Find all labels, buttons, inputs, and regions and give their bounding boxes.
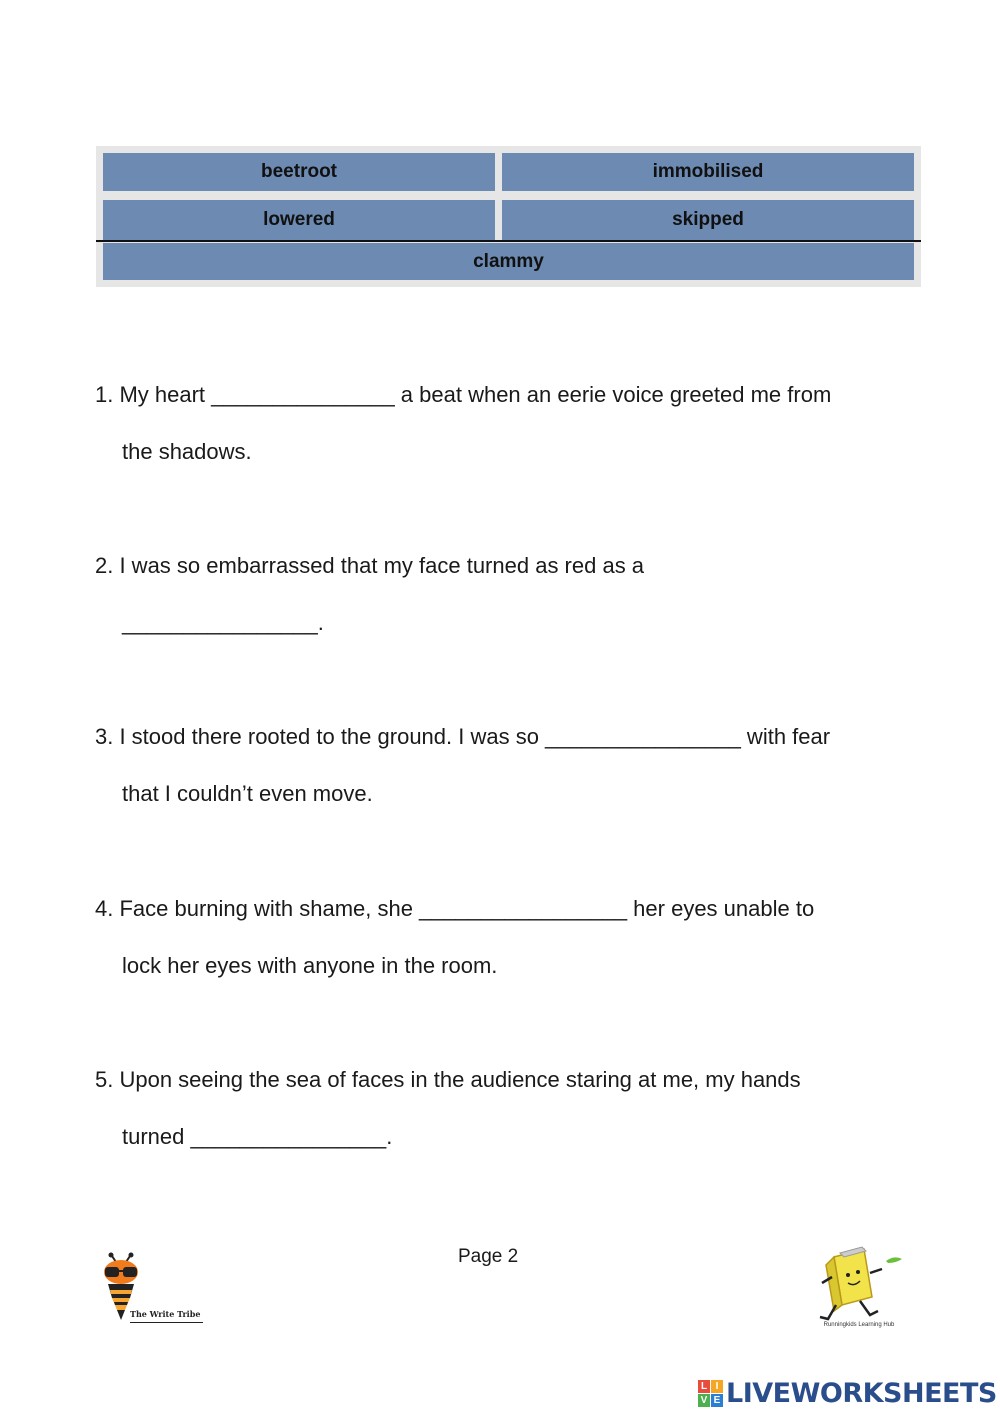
question-line: lock her eyes with anyone in the room. bbox=[122, 953, 498, 978]
question-line: 3. I stood there rooted to the ground. I was so ________________ with fear bbox=[95, 724, 831, 749]
question-line: 2. I was so embarrassed that my face turned as red as a bbox=[95, 553, 645, 578]
question-1 bbox=[95, 366, 925, 480]
table-divider bbox=[96, 240, 921, 242]
question-line: the shadows. bbox=[122, 439, 252, 464]
running-book-logo-text: Runningkids Learning Hub bbox=[823, 1322, 895, 1328]
question-2 bbox=[95, 537, 925, 651]
liveworksheets-icon bbox=[698, 1380, 723, 1407]
liveworksheets-brand[interactable] bbox=[698, 1376, 997, 1410]
brand-mark-letter: I bbox=[711, 1380, 723, 1393]
word-bank-cell: clammy bbox=[103, 243, 914, 280]
liveworksheets-wordmark: LIVEWORKSHEETS bbox=[726, 1377, 997, 1409]
brand-mark-letter: E bbox=[711, 1394, 723, 1407]
brand-mark-letter: V bbox=[698, 1394, 710, 1407]
running-book-logo bbox=[812, 1243, 906, 1343]
question-line: turned ________________. bbox=[122, 1124, 393, 1149]
question-5 bbox=[95, 1051, 925, 1165]
question-line: 5. Upon seeing the sea of faces in the audience staring at me, my hands bbox=[95, 1067, 801, 1092]
question-line: 4. Face burning with shame, she _________________ her eyes unable to bbox=[95, 896, 815, 921]
question-3 bbox=[95, 708, 925, 822]
question-line: ________________. bbox=[122, 610, 324, 635]
word-bank-table bbox=[96, 146, 921, 287]
question-line: that I couldn’t even move. bbox=[122, 781, 373, 806]
word-bank-cell: skipped bbox=[502, 200, 914, 240]
word-bank-cell: lowered bbox=[103, 200, 495, 240]
write-tribe-logo-text: The Write Tribe bbox=[130, 1309, 203, 1323]
word-bank-cell: immobilised bbox=[502, 153, 914, 191]
page-number: Page 2 bbox=[458, 1246, 519, 1267]
question-line: 1. My heart _______________ a beat when an eerie voice greeted me from bbox=[95, 382, 832, 407]
question-4 bbox=[95, 880, 925, 994]
word-bank-cell: beetroot bbox=[103, 153, 495, 191]
brand-mark-letter: L bbox=[698, 1380, 710, 1393]
